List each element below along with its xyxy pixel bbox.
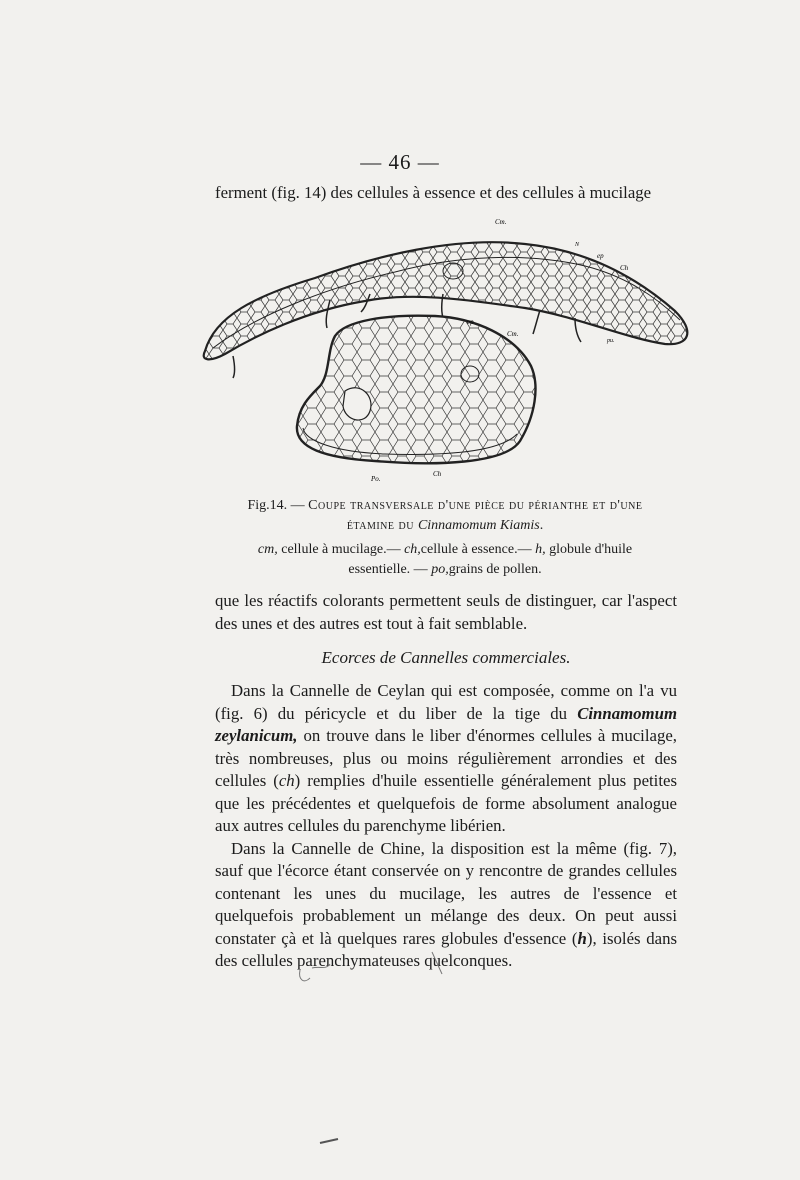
- legend-essentielle: essentielle. —: [348, 562, 432, 577]
- paragraph-ceylan: Dans la Cannelle de Ceylan qui est composée, comme on l'a vu (fig. 6) du péricycle et du liber de la tige du Cinnamomum zeylanicum, on trouve dans le liber d'énormes cellules à mucilage, très nombreuses, plus ou moins régulièrement arrondies et des cellules (ch) remplies d'huile essentielle généralement plus petites que les précédentes et quelquefois de forme absolument analogue aux autres cellules du parenchyme libérien.: [215, 681, 677, 835]
- label-ch-bottom: Ch: [433, 470, 442, 478]
- legend-po: po,: [431, 562, 449, 577]
- section-title: Ecorces de Cannelles commerciales.: [321, 648, 571, 667]
- pencil-marks: [290, 940, 460, 990]
- paragraph-chine: Dans la Cannelle de Chine, la disposition est la même (fig. 7), sauf que l'écorce étant conservée on y rencontre de grandes cellules contenant les unes du mucilage, les autres de l'essence et quelquefois probablement un mélange des deux. On peut aussi constater çà et là quelques rares globules d'essence (h), isolés dans des cellules parenchymateuses quelconques.: [215, 838, 677, 970]
- legend-po-text: grains de pollen.: [448, 562, 542, 577]
- top-line-text: ferment (fig. 14) des cellules à essence et des cellules à mucilage: [215, 183, 652, 202]
- stray-mark-bottom: [318, 1135, 342, 1147]
- stamen-section: [297, 316, 536, 464]
- para1-text: que les réactifs colorants permettent seuls de distinguer, car l'aspect des unes et des autres est tout à fait semblable.: [215, 591, 677, 633]
- legend-h-text: globule d'huile: [545, 542, 633, 557]
- caption-species: Cinnamomum Kiamis: [417, 518, 540, 533]
- legend-ch-text: cellule à essence.—: [420, 542, 536, 557]
- paragraph-continuation: [215, 590, 677, 635]
- label-n: N: [575, 242, 580, 248]
- caption-end: .: [539, 518, 544, 533]
- label-ch-right: Ch: [620, 264, 629, 272]
- label-ep-mid: ep: [467, 318, 474, 326]
- legend-cm-text: cellule à mucilage.—: [277, 542, 405, 557]
- figure-legend: [225, 540, 665, 580]
- caption-title-2: étamine du: [346, 518, 418, 533]
- label-po: Po.: [371, 475, 381, 483]
- label-cm-mid: Cm.: [507, 330, 519, 338]
- label-pu: pu.: [607, 338, 615, 344]
- label-cm-top: Cm.: [495, 218, 507, 226]
- caption-fig-number: Fig.14.: [247, 498, 288, 513]
- top-text-line: [215, 182, 677, 205]
- legend-cm: cm,: [257, 542, 278, 557]
- label-ep-right: ep: [597, 252, 604, 260]
- body-paragraphs: [215, 680, 677, 973]
- legend-ch: ch,: [404, 542, 421, 557]
- caption-dash: —: [287, 498, 309, 513]
- figure-caption: [225, 496, 665, 536]
- species-zeylanicum: Cinnamomum zeylanicum,: [215, 703, 677, 745]
- figure-14-drawing: [195, 216, 695, 486]
- legend-h: h,: [535, 542, 546, 557]
- caption-title-1: Coupe transversale d'une pièce du périanthe et d'une: [308, 498, 643, 513]
- page-number: — 46 —: [360, 150, 440, 174]
